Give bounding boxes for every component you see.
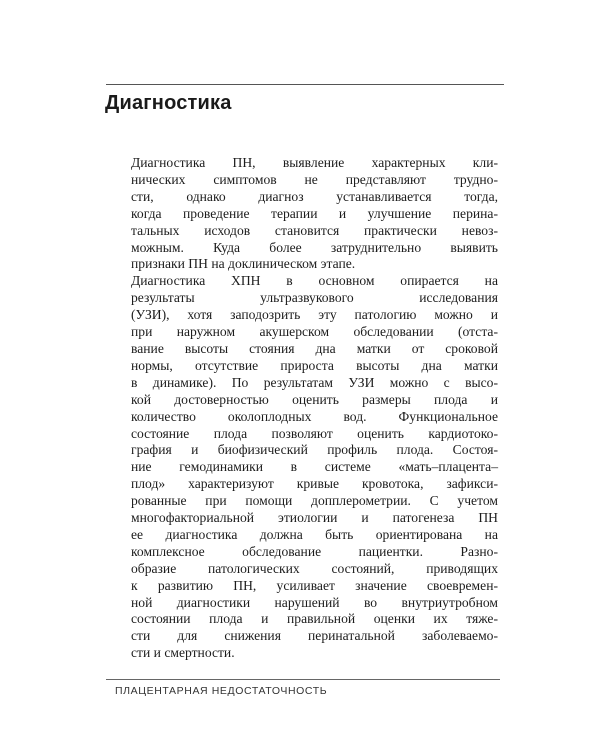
text-line: многофакториальной этиологии и патогенеза ПН [131,510,498,526]
text-line: сти для снижения перинатальной заболеваемо- [131,628,498,644]
text-line: состоянии плода и правильной оценки их тяже- [131,611,498,627]
text-line: образие патологических состояний, приводящих [131,560,498,576]
text-line: комплексное обследование пациентки. Разно- [131,543,498,559]
text-line: ной диагностики нарушений во внутриутробном [131,594,498,610]
paragraph-2 [114,273,498,662]
text-line: Диагностика ПН, выявление характерных кли- [131,155,498,170]
paragraph-1 [114,155,498,273]
running-footer: ПЛАЦЕНТАРНАЯ НЕДОСТАТОЧНОСТЬ [115,685,328,697]
footer-rule [106,679,500,680]
text-line: можным. Куда более затруднительно выявить [131,239,498,255]
text-line: ее диагностика должна быть ориентирована на [131,526,498,542]
text-line: когда проведение терапии и улучшение перина- [131,205,498,221]
text-line: сти, однако диагноз устанавливается тогда, [131,188,498,204]
text-line: к развитию ПН, усиливает значение своевремен- [131,577,498,593]
text-line: при наружном акушерском обследовании (отста- [131,324,498,340]
text-line: плод» характеризуют кривые кровотока, зафикси- [131,476,498,492]
text-line: (УЗИ), хотя заподозрить эту патологию можно и [131,307,498,323]
text-line: в динамике). По результатам УЗИ можно с высо- [131,374,498,390]
text-line: графия и биофизический профиль плода. Состоя- [131,442,498,458]
text-line: сти и смертности. [131,645,235,661]
section-heading: Диагностика [105,92,232,114]
text-line: вание высоты стояния дна матки от сроковой [131,340,498,356]
header-rule [106,84,504,85]
text-line: нормы, отсутствие прироста высоты дна матки [131,357,498,373]
text-line: состояние плода позволяют оценить кардиотоко- [131,425,498,441]
text-line: признаки ПН на доклиническом этапе. [131,256,356,272]
text-line: нических симптомов не представляют трудно- [131,171,498,187]
text-line: ние гемодинамики в системе «мать–плацента– [131,459,498,475]
text-line: рованные при помощи допплерометрии. С учетом [131,493,498,509]
text-line: Диагностика ХПН в основном опирается на [131,273,498,289]
text-line: кой достоверностью оценить размеры плода и [131,391,498,407]
text-line: количество околоплодных вод. Функциональное [131,408,498,424]
text-line: тальных исходов становится практически невоз- [131,222,498,238]
body-text [114,155,498,662]
text-line: результаты ультразвукового исследования [131,290,498,306]
